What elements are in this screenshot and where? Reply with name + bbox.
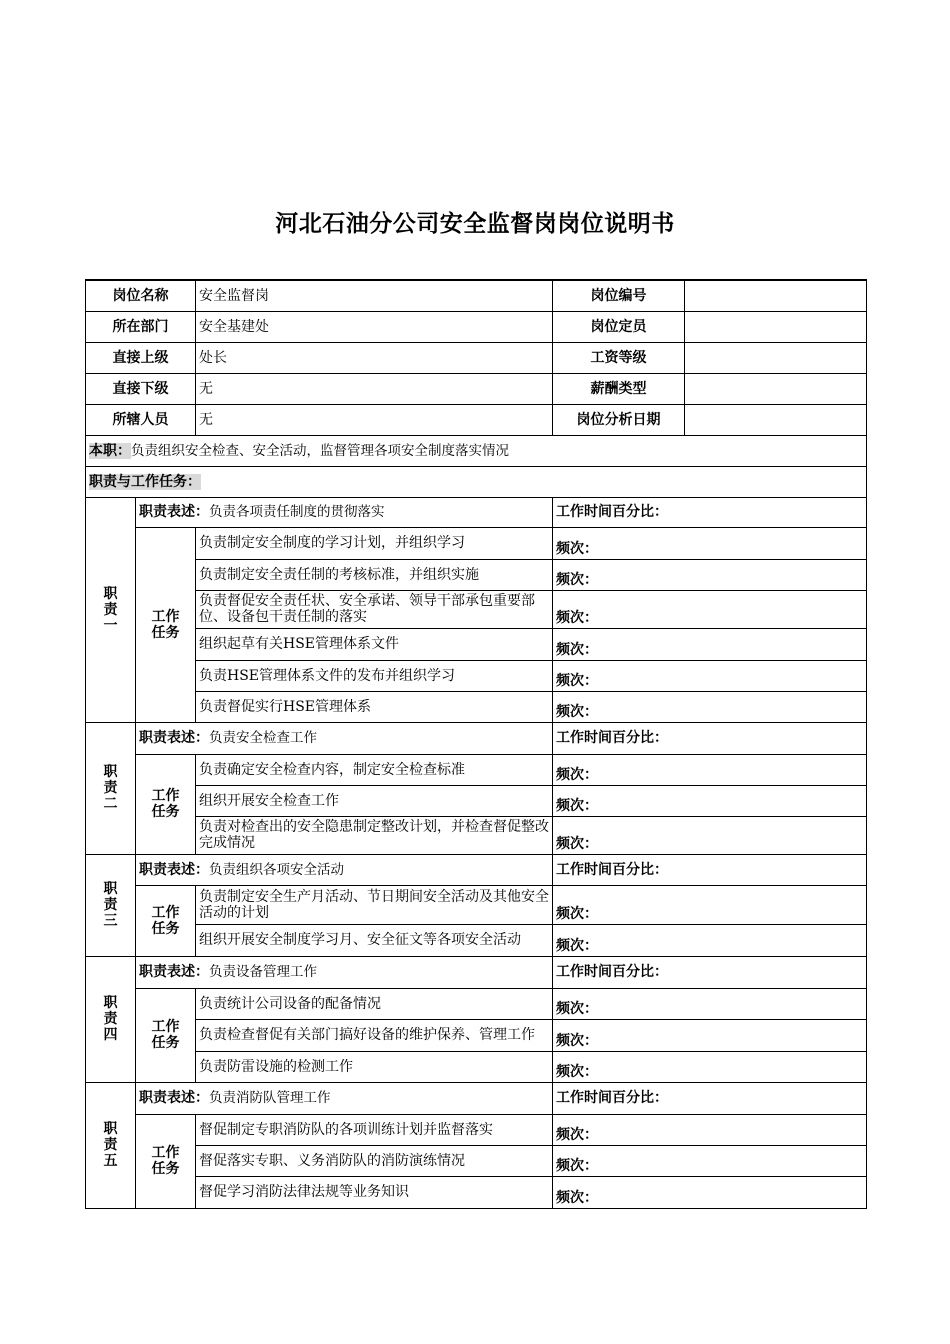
duties-header-row bbox=[86, 466, 867, 497]
duty-summary-row bbox=[86, 435, 867, 466]
duty-summary-label: 本职： bbox=[89, 442, 131, 459]
duty-summary-text: 负责组织安全检查、安全活动，监督管理各项安全制度落实情况 bbox=[131, 442, 509, 459]
info-row-staff bbox=[86, 404, 867, 435]
duty-name: 职 责 四 bbox=[86, 956, 136, 1082]
duty-desc bbox=[136, 497, 553, 527]
duty-desc-text: 负责设备管理工作 bbox=[209, 964, 317, 980]
duty-name: 职 责 一 bbox=[86, 497, 136, 722]
task-text: 负责对检查出的安全隐患制定整改计划，并检查督促整改完成情况 bbox=[196, 816, 553, 854]
analysis-date-value bbox=[685, 404, 867, 435]
task-text: 组织开展安全制度学习月、安全征文等各项安全活动 bbox=[196, 924, 553, 956]
staff-value: 无 bbox=[196, 404, 553, 435]
task-text: 负责制定安全制度的学习计划，并组织学习 bbox=[196, 527, 553, 559]
frequency-label: 频次： bbox=[553, 1051, 867, 1082]
post-no-value bbox=[685, 280, 867, 311]
task-text: 组织开展安全检查工作 bbox=[196, 785, 553, 816]
frequency-label: 频次： bbox=[553, 590, 867, 628]
task-row bbox=[86, 628, 867, 660]
duty-desc-text: 负责各项责任制度的贯彻落实 bbox=[209, 504, 385, 520]
duty-desc-row bbox=[86, 1082, 867, 1114]
superior-value: 处长 bbox=[196, 342, 553, 373]
duty-desc-text: 负责消防队管理工作 bbox=[209, 1090, 331, 1106]
frequency-label: 频次： bbox=[553, 660, 867, 691]
task-row bbox=[86, 754, 867, 785]
duty-name: 职 责 三 bbox=[86, 854, 136, 956]
wage-label: 工资等级 bbox=[553, 342, 685, 373]
task-row bbox=[86, 691, 867, 722]
frequency-label: 频次： bbox=[553, 691, 867, 722]
task-row bbox=[86, 559, 867, 590]
subordinate-label: 直接下级 bbox=[86, 373, 196, 404]
task-text: 负责防雷设施的检测工作 bbox=[196, 1051, 553, 1082]
frequency-label: 频次： bbox=[553, 1145, 867, 1176]
frequency-label: 频次： bbox=[553, 1114, 867, 1145]
task-text: 负责HSE管理体系文件的发布并组织学习 bbox=[196, 660, 553, 691]
duty-desc-label: 职责表述： bbox=[139, 964, 209, 980]
duty-name: 职 责 二 bbox=[86, 722, 136, 854]
work-task-label: 工作 任务 bbox=[136, 988, 196, 1082]
duty-desc-label: 职责表述： bbox=[139, 1090, 209, 1106]
salary-value bbox=[685, 373, 867, 404]
duty-desc-row bbox=[86, 854, 867, 885]
frequency-label: 频次： bbox=[553, 816, 867, 854]
subordinate-value: 无 bbox=[196, 373, 553, 404]
duty-desc-label: 职责表述： bbox=[139, 504, 209, 520]
task-text: 负责制定安全生产月活动、节日期间安全活动及其他安全活动的计划 bbox=[196, 885, 553, 924]
frequency-label: 频次： bbox=[553, 628, 867, 660]
frequency-label: 频次： bbox=[553, 785, 867, 816]
dept-label: 所在部门 bbox=[86, 311, 196, 342]
frequency-label: 频次： bbox=[553, 527, 867, 559]
quota-value bbox=[685, 311, 867, 342]
duties-header: 职责与工作任务： bbox=[89, 473, 201, 490]
frequency-label: 频次： bbox=[553, 559, 867, 590]
task-row bbox=[86, 1051, 867, 1082]
info-row-superior bbox=[86, 342, 867, 373]
salary-label: 薪酬类型 bbox=[553, 373, 685, 404]
superior-label: 直接上级 bbox=[86, 342, 196, 373]
frequency-label: 频次： bbox=[553, 1176, 867, 1208]
frequency-label: 频次： bbox=[553, 924, 867, 956]
post-name-value: 安全监督岗 bbox=[196, 280, 553, 311]
duty-desc-label: 职责表述： bbox=[139, 730, 209, 746]
post-name-label: 岗位名称 bbox=[86, 280, 196, 311]
frequency-label: 频次： bbox=[553, 754, 867, 785]
percent-label: 工作时间百分比： bbox=[553, 722, 867, 754]
task-row bbox=[86, 1145, 867, 1176]
duty-desc-row bbox=[86, 956, 867, 988]
task-text: 负责统计公司设备的配备情况 bbox=[196, 988, 553, 1019]
percent-label: 工作时间百分比： bbox=[553, 497, 867, 527]
task-text: 督促制定专职消防队的各项训练计划并监督落实 bbox=[196, 1114, 553, 1145]
task-row bbox=[86, 785, 867, 816]
duty-name: 职 责 五 bbox=[86, 1082, 136, 1208]
task-text: 负责检查督促有关部门搞好设备的维护保养、管理工作 bbox=[196, 1019, 553, 1051]
task-row bbox=[86, 1114, 867, 1145]
percent-label: 工作时间百分比： bbox=[553, 1082, 867, 1114]
percent-label: 工作时间百分比： bbox=[553, 956, 867, 988]
task-row bbox=[86, 988, 867, 1019]
quota-label: 岗位定员 bbox=[553, 311, 685, 342]
task-text: 负责督促实行HSE管理体系 bbox=[196, 691, 553, 722]
work-task-label: 工作 任务 bbox=[136, 1114, 196, 1208]
task-row bbox=[86, 885, 867, 924]
task-text: 组织起草有关HSE管理体系文件 bbox=[196, 628, 553, 660]
frequency-label: 频次： bbox=[553, 1019, 867, 1051]
frequency-label: 频次： bbox=[553, 988, 867, 1019]
duty-desc-label: 职责表述： bbox=[139, 861, 209, 878]
duty-desc-row bbox=[86, 497, 867, 527]
duty-desc bbox=[136, 956, 553, 988]
page-title: 河北石油分公司安全监督岗岗位说明书 bbox=[275, 211, 675, 237]
analysis-date-label: 岗位分析日期 bbox=[553, 404, 685, 435]
work-task-label: 工作 任务 bbox=[136, 885, 196, 956]
duty-desc-text: 负责组织各项安全活动 bbox=[209, 861, 344, 878]
duty-desc bbox=[136, 1082, 553, 1114]
duty-desc bbox=[136, 722, 553, 754]
post-no-label: 岗位编号 bbox=[553, 280, 685, 311]
duty-desc-row bbox=[86, 722, 867, 754]
task-row bbox=[86, 1019, 867, 1051]
info-row-post-name bbox=[86, 280, 867, 311]
duty-desc-text: 负责安全检查工作 bbox=[209, 730, 317, 746]
task-row bbox=[86, 816, 867, 854]
task-text: 督促落实专职、义务消防队的消防演练情况 bbox=[196, 1145, 553, 1176]
task-row bbox=[86, 660, 867, 691]
task-row bbox=[86, 527, 867, 559]
info-row-subordinate bbox=[86, 373, 867, 404]
work-task-label: 工作 任务 bbox=[136, 754, 196, 854]
duty-desc bbox=[136, 854, 553, 885]
task-row bbox=[86, 924, 867, 956]
task-row bbox=[86, 590, 867, 628]
task-text: 督促学习消防法律法规等业务知识 bbox=[196, 1176, 553, 1208]
frequency-label: 频次： bbox=[553, 885, 867, 924]
percent-label: 工作时间百分比： bbox=[553, 854, 867, 885]
task-text: 负责制定安全责任制的考核标准，并组织实施 bbox=[196, 559, 553, 590]
work-task-label: 工作 任务 bbox=[136, 527, 196, 722]
dept-value: 安全基建处 bbox=[196, 311, 553, 342]
staff-label: 所辖人员 bbox=[86, 404, 196, 435]
task-text: 负责确定安全检查内容，制定安全检查标准 bbox=[196, 754, 553, 785]
task-row bbox=[86, 1176, 867, 1208]
wage-value bbox=[685, 342, 867, 373]
job-description-table bbox=[85, 279, 867, 1209]
info-row-dept bbox=[86, 311, 867, 342]
task-text: 负责督促安全责任状、安全承诺、领导干部承包重要部位、设备包干责任制的落实 bbox=[196, 590, 553, 628]
